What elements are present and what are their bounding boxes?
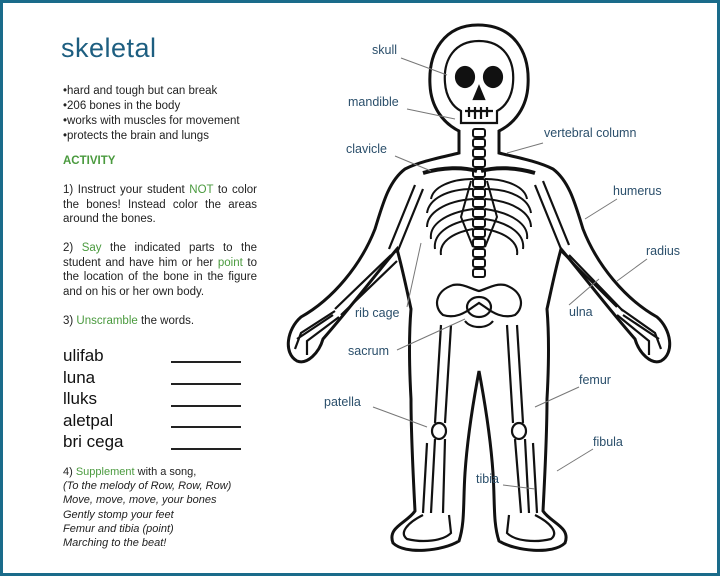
fact-item: • hard and tough but can break [63,84,240,99]
label-skull: skull [372,43,398,57]
song-line: Gently stomp your feet [63,508,174,521]
step-text: to color the bones! Instead color the areas around the bones. [63,184,257,226]
scrambled-word: luna [63,367,96,387]
scrambled-word: lluks [63,389,98,408]
step-text: the indicated parts to the student and have him or her [63,242,258,269]
scrambled-word: bri cega [63,432,124,451]
label-sacrum: sacrum [348,344,389,358]
emphasis-text: NOT [189,184,214,196]
fact-item: • 206 bones in the body [63,99,240,114]
label-vertebral-column: vertebral column [544,126,637,140]
label-clavicle: clavicle [346,142,387,156]
spine-drawing [473,129,485,277]
page-title: skeletal [61,33,157,63]
fact-item: • protects the brain and lungs [63,129,240,144]
emphasis-text: point [217,256,243,269]
label-rib-cage: rib cage [355,306,400,320]
label-tibia: tibia [476,472,499,486]
emphasis-text: Say [81,242,102,254]
scrambled-word: aletpal [63,410,114,430]
step-text: to the location of the bone in the figure and on his or her own body. [63,256,257,298]
skull-drawing [445,41,513,123]
label-ulna: ulna [569,305,593,319]
emphasis-text: Unscramble [76,315,138,327]
label-patella: patella [324,395,361,409]
activity-heading: ACTIVITY [63,155,116,167]
label-humerus: humerus [613,184,662,198]
step-text: 4) [63,466,76,478]
label-radius: radius [646,244,681,258]
step-text: 2) [63,242,82,254]
song-line: Marching to the beat! [63,537,167,550]
step-text: with a song, [134,466,197,478]
leg-bones-drawing [404,325,554,541]
song-line: Femur and tibia (point) [63,522,174,535]
label-mandible: mandible [348,95,399,109]
song-line: (To the melody of Row, Row, Row) [63,480,232,493]
label-femur: femur [579,373,611,387]
emphasis-text: Supplement [75,466,135,478]
step-text: 3) [63,315,77,327]
step-text: 1) Instruct your student [63,184,190,196]
step-text: the words. [137,315,195,327]
skeleton-illustration [3,3,720,576]
song-line: Move, move, move, your bones [63,494,217,507]
fact-item: • works with muscles for movement [63,114,240,129]
pelvis-drawing [437,285,521,327]
label-fibula: fibula [593,435,623,449]
scrambled-word: ulifab [63,346,104,365]
